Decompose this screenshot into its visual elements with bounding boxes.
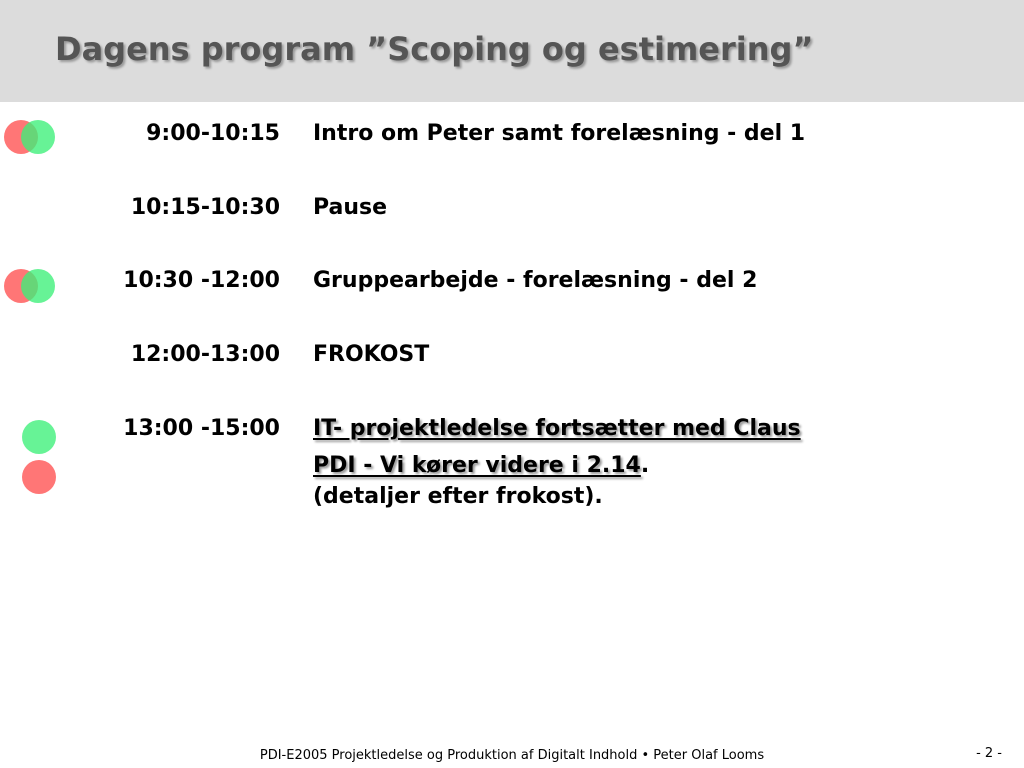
schedule-time: 12:00-13:00 <box>130 342 280 367</box>
schedule-activity: Intro om Peter samt forelæsning - del 1 <box>313 121 806 146</box>
schedule-row <box>0 416 1024 456</box>
schedule-time: 13:00 -15:00 <box>123 416 280 441</box>
page-number: - 2 - <box>976 746 1002 761</box>
footer-text: PDI-E2005 Projektledelse og Produktion af Digitalt Indhold • Peter Olaf Looms <box>259 748 765 763</box>
schedule-time: 10:15-10:30 <box>130 195 280 220</box>
schedule-activity: Pause <box>313 195 388 220</box>
slide-title: Dagens program ”Scoping og estimering” <box>55 30 814 68</box>
schedule-row <box>0 342 1024 382</box>
schedule-activity-line <box>313 453 649 478</box>
schedule-activity: FROKOST <box>313 342 430 367</box>
red-circle-icon <box>22 460 56 494</box>
title-bar <box>0 0 1024 102</box>
schedule-time: 9:00-10:15 <box>146 121 280 146</box>
schedule-row <box>0 195 1024 235</box>
room-link-suffix: . <box>640 453 650 478</box>
schedule-activity-link[interactable]: IT- projektledelse fortsætter med Claus <box>313 416 801 441</box>
room-link[interactable]: PDI - Vi kører videre i 2.14 <box>313 453 641 478</box>
schedule-activity-note: (detaljer efter frokost). <box>313 484 603 509</box>
schedule-time: 10:30 -12:00 <box>123 268 280 293</box>
schedule-row <box>0 121 1024 161</box>
schedule-activity: Gruppearbejde - forelæsning - del 2 <box>313 268 758 293</box>
schedule-row <box>0 268 1024 308</box>
